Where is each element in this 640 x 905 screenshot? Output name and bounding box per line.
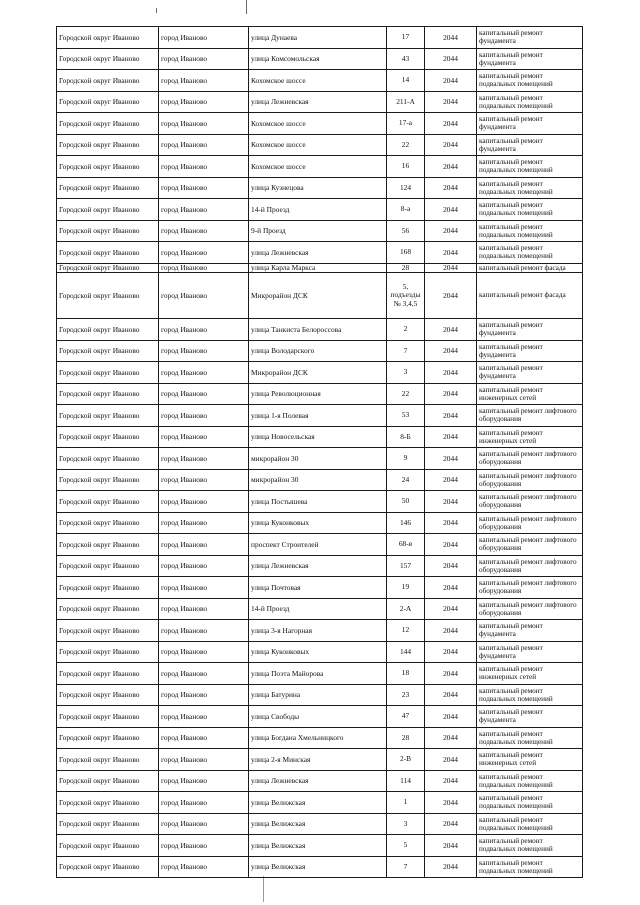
- year-cell: 2044: [425, 598, 477, 620]
- city-cell: город Иваново: [159, 383, 249, 405]
- table-row: [57, 48, 583, 70]
- work-type-cell: капитальный ремонт фундамента: [477, 48, 583, 70]
- street-cell: Кохомское шоссе: [249, 134, 387, 156]
- table-row: [57, 469, 583, 491]
- work-type-cell: капитальный ремонт фундамента: [477, 362, 583, 384]
- district-cell: Городской округ Иваново: [57, 749, 159, 771]
- city-cell: город Иваново: [159, 641, 249, 663]
- table-row: [57, 383, 583, 405]
- street-cell: улица Лежневская: [249, 770, 387, 792]
- district-cell: Городской округ Иваново: [57, 426, 159, 448]
- street-cell: улица Дунаева: [249, 27, 387, 49]
- district-cell: Городской округ Иваново: [57, 340, 159, 362]
- district-cell: Городской округ Иваново: [57, 70, 159, 92]
- year-cell: 2044: [425, 48, 477, 70]
- street-cell: улица 3-я Нагорная: [249, 620, 387, 642]
- city-cell: город Иваново: [159, 263, 249, 273]
- house-number-cell: 114: [387, 770, 425, 792]
- city-cell: город Иваново: [159, 792, 249, 814]
- year-cell: 2044: [425, 426, 477, 448]
- house-number-cell: 18: [387, 663, 425, 685]
- table-row: [57, 577, 583, 599]
- house-number-cell: 17: [387, 27, 425, 49]
- work-type-cell: капитальный ремонт фундамента: [477, 641, 583, 663]
- house-number-cell: 1: [387, 792, 425, 814]
- city-cell: город Иваново: [159, 835, 249, 857]
- work-type-cell: капитальный ремонт подвальных помещений: [477, 70, 583, 92]
- year-cell: 2044: [425, 792, 477, 814]
- city-cell: город Иваново: [159, 340, 249, 362]
- street-cell: улица 1-я Полевая: [249, 405, 387, 427]
- table-row: [57, 448, 583, 470]
- city-cell: город Иваново: [159, 469, 249, 491]
- work-type-cell: капитальный ремонт лифтового оборудования: [477, 512, 583, 534]
- district-cell: Городской округ Иваново: [57, 319, 159, 341]
- house-number-cell: 28: [387, 263, 425, 273]
- district-cell: Городской округ Иваново: [57, 383, 159, 405]
- street-cell: улица Лежневская: [249, 91, 387, 113]
- work-type-cell: капитальный ремонт фундамента: [477, 706, 583, 728]
- year-cell: 2044: [425, 319, 477, 341]
- street-cell: улица Велижская: [249, 835, 387, 857]
- house-number-cell: 211-А: [387, 91, 425, 113]
- house-number-cell: 43: [387, 48, 425, 70]
- district-cell: Городской округ Иваново: [57, 113, 159, 135]
- year-cell: 2044: [425, 469, 477, 491]
- year-cell: 2044: [425, 448, 477, 470]
- city-cell: город Иваново: [159, 48, 249, 70]
- work-type-cell: капитальный ремонт подвальных помещений: [477, 199, 583, 221]
- city-cell: город Иваново: [159, 273, 249, 319]
- year-cell: 2044: [425, 684, 477, 706]
- district-cell: Городской округ Иваново: [57, 469, 159, 491]
- street-cell: 14-й Проезд: [249, 199, 387, 221]
- year-cell: 2044: [425, 641, 477, 663]
- work-type-cell: капитальный ремонт инженерных сетей: [477, 663, 583, 685]
- work-type-cell: капитальный ремонт подвальных помещений: [477, 727, 583, 749]
- table-row: [57, 177, 583, 199]
- table-row: [57, 534, 583, 556]
- work-type-cell: капитальный ремонт подвальных помещений: [477, 684, 583, 706]
- year-cell: 2044: [425, 555, 477, 577]
- year-cell: 2044: [425, 156, 477, 178]
- street-cell: улица Кузнецова: [249, 177, 387, 199]
- city-cell: город Иваново: [159, 856, 249, 878]
- table-row: [57, 663, 583, 685]
- work-type-cell: капитальный ремонт подвальных помещений: [477, 813, 583, 835]
- table-row: [57, 242, 583, 264]
- district-cell: Городской округ Иваново: [57, 706, 159, 728]
- house-number-cell: 7: [387, 340, 425, 362]
- work-type-cell: капитальный ремонт подвальных помещений: [477, 156, 583, 178]
- work-type-cell: капитальный ремонт фундамента: [477, 113, 583, 135]
- district-cell: Городской округ Иваново: [57, 242, 159, 264]
- year-cell: 2044: [425, 91, 477, 113]
- work-type-cell: капитальный ремонт лифтового оборудования: [477, 448, 583, 470]
- street-cell: улица Комсомольская: [249, 48, 387, 70]
- table-row: [57, 749, 583, 771]
- year-cell: 2044: [425, 199, 477, 221]
- house-number-cell: 9: [387, 448, 425, 470]
- table-row: [57, 727, 583, 749]
- district-cell: Городской округ Иваново: [57, 835, 159, 857]
- city-cell: город Иваново: [159, 242, 249, 264]
- street-cell: улица Батурина: [249, 684, 387, 706]
- house-number-cell: 68-в: [387, 534, 425, 556]
- city-cell: город Иваново: [159, 577, 249, 599]
- table-row: [57, 706, 583, 728]
- district-cell: Городской округ Иваново: [57, 273, 159, 319]
- table-row: [57, 113, 583, 135]
- city-cell: город Иваново: [159, 426, 249, 448]
- city-cell: город Иваново: [159, 512, 249, 534]
- street-cell: улица Куконковых: [249, 512, 387, 534]
- house-number-cell: 53: [387, 405, 425, 427]
- street-cell: микрорайон 30: [249, 469, 387, 491]
- house-number-cell: 124: [387, 177, 425, 199]
- city-cell: город Иваново: [159, 749, 249, 771]
- city-cell: город Иваново: [159, 448, 249, 470]
- year-cell: 2044: [425, 491, 477, 513]
- house-number-cell: 5, подъезды № 3,4,5: [387, 273, 425, 319]
- scan-mark-bottom: [263, 876, 264, 902]
- district-cell: Городской округ Иваново: [57, 27, 159, 49]
- city-cell: город Иваново: [159, 177, 249, 199]
- year-cell: 2044: [425, 749, 477, 771]
- district-cell: Городской округ Иваново: [57, 792, 159, 814]
- work-type-cell: капитальный ремонт фундамента: [477, 134, 583, 156]
- work-type-cell: капитальный ремонт лифтового оборудования: [477, 577, 583, 599]
- work-type-cell: капитальный ремонт подвальных помещений: [477, 770, 583, 792]
- district-cell: Городской округ Иваново: [57, 512, 159, 534]
- house-number-cell: 12: [387, 620, 425, 642]
- year-cell: 2044: [425, 534, 477, 556]
- city-cell: город Иваново: [159, 156, 249, 178]
- district-cell: Городской округ Иваново: [57, 177, 159, 199]
- street-cell: улица Лежневская: [249, 555, 387, 577]
- street-cell: улица Велижская: [249, 792, 387, 814]
- district-cell: Городской округ Иваново: [57, 199, 159, 221]
- work-type-cell: капитальный ремонт подвальных помещений: [477, 856, 583, 878]
- district-cell: Городской округ Иваново: [57, 491, 159, 513]
- city-cell: город Иваново: [159, 534, 249, 556]
- work-type-cell: капитальный ремонт подвальных помещений: [477, 242, 583, 264]
- city-cell: город Иваново: [159, 620, 249, 642]
- house-number-cell: 19: [387, 577, 425, 599]
- district-cell: Городской округ Иваново: [57, 856, 159, 878]
- city-cell: город Иваново: [159, 199, 249, 221]
- work-type-cell: капитальный ремонт инженерных сетей: [477, 426, 583, 448]
- street-cell: улица Постышева: [249, 491, 387, 513]
- work-type-cell: капитальный ремонт фундамента: [477, 340, 583, 362]
- street-cell: улица Велижская: [249, 856, 387, 878]
- table-row: [57, 319, 583, 341]
- table-row: [57, 362, 583, 384]
- year-cell: 2044: [425, 273, 477, 319]
- street-cell: улица Поэта Майорова: [249, 663, 387, 685]
- house-number-cell: 146: [387, 512, 425, 534]
- table-row: [57, 641, 583, 663]
- city-cell: город Иваново: [159, 813, 249, 835]
- table-row: [57, 856, 583, 878]
- house-number-cell: 2-А: [387, 598, 425, 620]
- street-cell: проспект Строителей: [249, 534, 387, 556]
- work-type-cell: капитальный ремонт лифтового оборудования: [477, 534, 583, 556]
- district-cell: Городской округ Иваново: [57, 91, 159, 113]
- city-cell: город Иваново: [159, 684, 249, 706]
- work-type-cell: капитальный ремонт подвальных помещений: [477, 792, 583, 814]
- street-cell: улица Почтовая: [249, 577, 387, 599]
- house-number-cell: 17-а: [387, 113, 425, 135]
- table-row: [57, 792, 583, 814]
- district-cell: Городской округ Иваново: [57, 663, 159, 685]
- city-cell: город Иваново: [159, 91, 249, 113]
- district-cell: Городской округ Иваново: [57, 727, 159, 749]
- table-row: [57, 491, 583, 513]
- table-row: [57, 220, 583, 242]
- street-cell: улица Новосельская: [249, 426, 387, 448]
- district-cell: Городской округ Иваново: [57, 770, 159, 792]
- scan-tick-top-small: [156, 8, 157, 13]
- street-cell: Кохомское шоссе: [249, 113, 387, 135]
- district-cell: Городской округ Иваново: [57, 220, 159, 242]
- work-type-cell: капитальный ремонт подвальных помещений: [477, 177, 583, 199]
- city-cell: город Иваново: [159, 27, 249, 49]
- table-row: [57, 426, 583, 448]
- year-cell: 2044: [425, 577, 477, 599]
- table-row: [57, 684, 583, 706]
- work-type-cell: капитальный ремонт инженерных сетей: [477, 383, 583, 405]
- city-cell: город Иваново: [159, 770, 249, 792]
- city-cell: город Иваново: [159, 220, 249, 242]
- district-cell: Городской округ Иваново: [57, 813, 159, 835]
- year-cell: 2044: [425, 512, 477, 534]
- city-cell: город Иваново: [159, 555, 249, 577]
- district-cell: Городской округ Иваново: [57, 134, 159, 156]
- house-number-cell: 23: [387, 684, 425, 706]
- work-type-cell: капитальный ремонт подвальных помещений: [477, 91, 583, 113]
- table-row: [57, 199, 583, 221]
- street-cell: микрорайон 30: [249, 448, 387, 470]
- year-cell: 2044: [425, 113, 477, 135]
- work-type-cell: капитальный ремонт фасада: [477, 263, 583, 273]
- year-cell: 2044: [425, 770, 477, 792]
- year-cell: 2044: [425, 620, 477, 642]
- house-number-cell: 56: [387, 220, 425, 242]
- house-number-cell: 157: [387, 555, 425, 577]
- year-cell: 2044: [425, 27, 477, 49]
- year-cell: 2044: [425, 813, 477, 835]
- city-cell: город Иваново: [159, 405, 249, 427]
- street-cell: Микрорайон ДСК: [249, 273, 387, 319]
- table-row: [57, 813, 583, 835]
- table-row: [57, 555, 583, 577]
- work-type-cell: капитальный ремонт инженерных сетей: [477, 749, 583, 771]
- year-cell: 2044: [425, 134, 477, 156]
- city-cell: город Иваново: [159, 663, 249, 685]
- house-number-cell: 14: [387, 70, 425, 92]
- house-number-cell: 8-а: [387, 199, 425, 221]
- district-cell: Городской округ Иваново: [57, 156, 159, 178]
- work-type-cell: капитальный ремонт фасада: [477, 273, 583, 319]
- work-type-cell: капитальный ремонт подвальных помещений: [477, 835, 583, 857]
- house-number-cell: 28: [387, 727, 425, 749]
- work-type-cell: капитальный ремонт лифтового оборудования: [477, 491, 583, 513]
- street-cell: 9-й Проезд: [249, 220, 387, 242]
- table-row: [57, 156, 583, 178]
- district-cell: Городской округ Иваново: [57, 534, 159, 556]
- district-cell: Городской округ Иваново: [57, 362, 159, 384]
- street-cell: улица Володарского: [249, 340, 387, 362]
- year-cell: 2044: [425, 663, 477, 685]
- table-row: [57, 134, 583, 156]
- street-cell: 14-й Проезд: [249, 598, 387, 620]
- house-number-cell: 5: [387, 835, 425, 857]
- house-number-cell: 3: [387, 813, 425, 835]
- street-cell: улица Танкиста Белороссова: [249, 319, 387, 341]
- district-cell: Городской округ Иваново: [57, 263, 159, 273]
- year-cell: 2044: [425, 177, 477, 199]
- street-cell: Кохомское шоссе: [249, 156, 387, 178]
- house-number-cell: 47: [387, 706, 425, 728]
- city-cell: город Иваново: [159, 727, 249, 749]
- work-type-cell: капитальный ремонт фундамента: [477, 319, 583, 341]
- house-number-cell: 8-Б: [387, 426, 425, 448]
- work-type-cell: капитальный ремонт лифтового оборудования: [477, 469, 583, 491]
- house-number-cell: 7: [387, 856, 425, 878]
- city-cell: город Иваново: [159, 598, 249, 620]
- street-cell: улица Велижская: [249, 813, 387, 835]
- year-cell: 2044: [425, 405, 477, 427]
- city-cell: город Иваново: [159, 491, 249, 513]
- street-cell: улица Лежневская: [249, 242, 387, 264]
- year-cell: 2044: [425, 220, 477, 242]
- table-row: [57, 27, 583, 49]
- table-row: [57, 405, 583, 427]
- table-row: [57, 598, 583, 620]
- city-cell: город Иваново: [159, 134, 249, 156]
- table-row: [57, 340, 583, 362]
- city-cell: город Иваново: [159, 362, 249, 384]
- street-cell: улица Богдана Хмельницкого: [249, 727, 387, 749]
- year-cell: 2044: [425, 727, 477, 749]
- work-type-cell: капитальный ремонт лифтового оборудования: [477, 405, 583, 427]
- house-number-cell: 168: [387, 242, 425, 264]
- year-cell: 2044: [425, 362, 477, 384]
- house-number-cell: 144: [387, 641, 425, 663]
- district-cell: Городской округ Иваново: [57, 448, 159, 470]
- house-number-cell: 3: [387, 362, 425, 384]
- year-cell: 2044: [425, 835, 477, 857]
- city-cell: город Иваново: [159, 319, 249, 341]
- work-type-cell: капитальный ремонт лифтового оборудования: [477, 598, 583, 620]
- district-cell: Городской округ Иваново: [57, 555, 159, 577]
- city-cell: город Иваново: [159, 706, 249, 728]
- table-row: [57, 620, 583, 642]
- table-row: [57, 835, 583, 857]
- year-cell: 2044: [425, 383, 477, 405]
- house-number-cell: 22: [387, 134, 425, 156]
- table-body: [57, 27, 583, 878]
- street-cell: улица Революционная: [249, 383, 387, 405]
- street-cell: Микрорайон ДСК: [249, 362, 387, 384]
- year-cell: 2044: [425, 263, 477, 273]
- table-row: [57, 512, 583, 534]
- work-type-cell: капитальный ремонт подвальных помещений: [477, 220, 583, 242]
- street-cell: улица Куконковых: [249, 641, 387, 663]
- work-type-cell: капитальный ремонт лифтового оборудования: [477, 555, 583, 577]
- district-cell: Городской округ Иваново: [57, 684, 159, 706]
- year-cell: 2044: [425, 242, 477, 264]
- house-number-cell: 24: [387, 469, 425, 491]
- house-number-cell: 22: [387, 383, 425, 405]
- table-row: [57, 91, 583, 113]
- year-cell: 2044: [425, 70, 477, 92]
- district-cell: Городской округ Иваново: [57, 577, 159, 599]
- district-cell: Городской округ Иваново: [57, 598, 159, 620]
- district-cell: Городской округ Иваново: [57, 405, 159, 427]
- city-cell: город Иваново: [159, 113, 249, 135]
- street-cell: улица Карла Маркса: [249, 263, 387, 273]
- street-cell: улица Свободы: [249, 706, 387, 728]
- street-cell: Кохомское шоссе: [249, 70, 387, 92]
- scan-tick-top: [246, 0, 247, 14]
- table-row: [57, 263, 583, 273]
- work-type-cell: капитальный ремонт фундамента: [477, 27, 583, 49]
- table-row: [57, 770, 583, 792]
- street-cell: улица 2-я Минская: [249, 749, 387, 771]
- repair-schedule-table: [56, 26, 583, 878]
- house-number-cell: 16: [387, 156, 425, 178]
- house-number-cell: 50: [387, 491, 425, 513]
- year-cell: 2044: [425, 340, 477, 362]
- table-row: [57, 273, 583, 319]
- house-number-cell: 2-В: [387, 749, 425, 771]
- district-cell: Городской округ Иваново: [57, 620, 159, 642]
- district-cell: Городской округ Иваново: [57, 48, 159, 70]
- work-type-cell: капитальный ремонт фундамента: [477, 620, 583, 642]
- city-cell: город Иваново: [159, 70, 249, 92]
- house-number-cell: 2: [387, 319, 425, 341]
- year-cell: 2044: [425, 856, 477, 878]
- district-cell: Городской округ Иваново: [57, 641, 159, 663]
- table-row: [57, 70, 583, 92]
- year-cell: 2044: [425, 706, 477, 728]
